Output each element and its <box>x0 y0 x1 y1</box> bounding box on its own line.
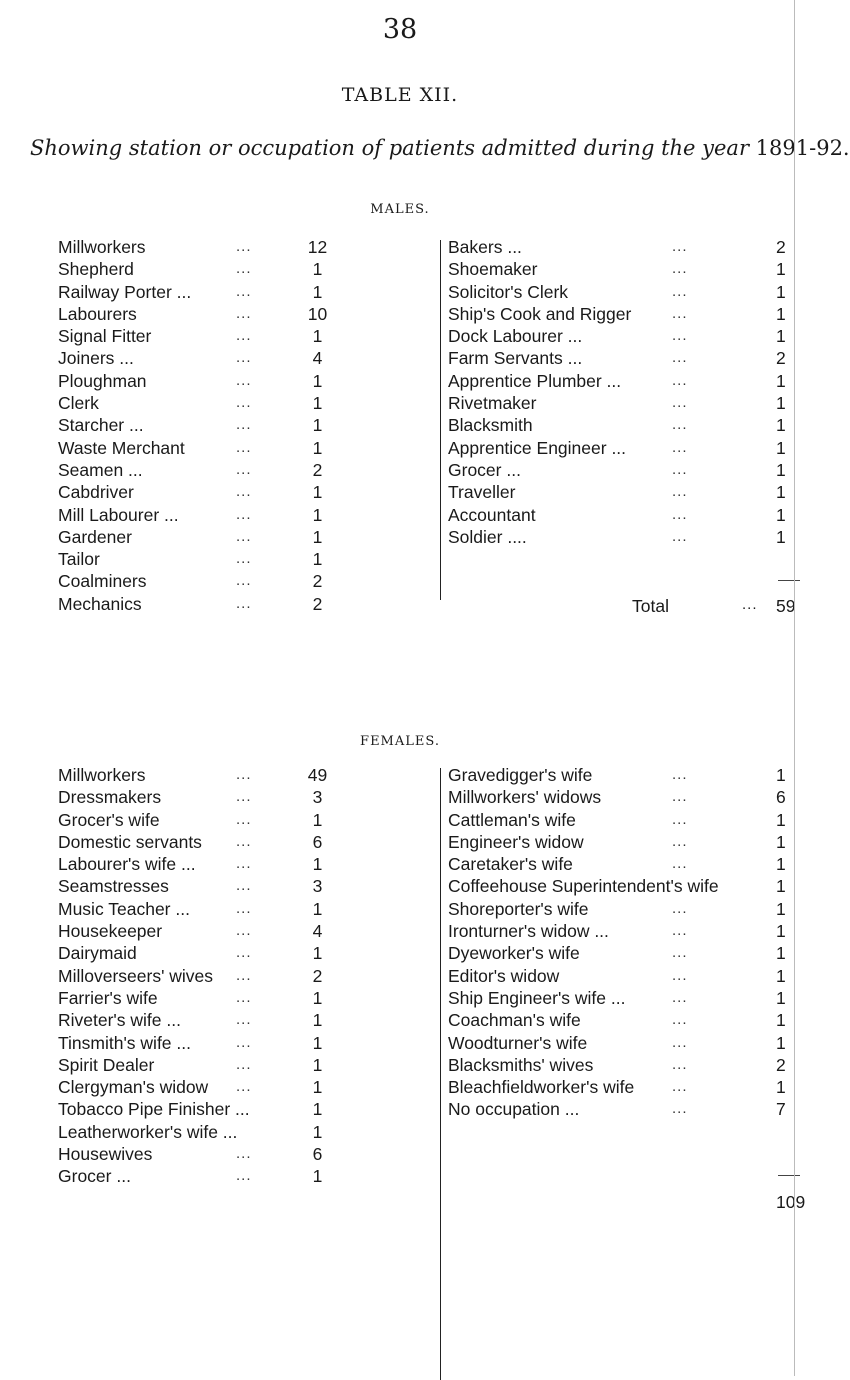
occupation-label: Housewives <box>58 1144 153 1165</box>
occupation-label: Starcher ... <box>58 415 144 436</box>
leader-dots: ... <box>236 788 252 806</box>
occupation-label: Grocer ... <box>58 1166 131 1187</box>
occupation-count: 10 <box>307 303 328 324</box>
occupation-label: Railway Porter ... <box>58 281 192 302</box>
occupation-row <box>58 459 408 481</box>
occupation-row <box>58 526 408 548</box>
occupation-row <box>58 875 408 897</box>
occupation-count: 1 <box>776 965 786 986</box>
occupation-label: Traveller <box>448 482 516 503</box>
occupation-count: 2 <box>312 571 323 592</box>
occupation-label: Joiners ... <box>58 348 134 369</box>
occupation-row <box>58 504 408 526</box>
occupation-label: Dock Labourer ... <box>448 326 583 347</box>
leader-dots: ... <box>236 416 252 434</box>
occupation-row <box>58 1009 408 1031</box>
occupation-count: 1 <box>312 943 323 964</box>
leader-dots: ... <box>672 416 688 434</box>
occupation-count: 1 <box>776 898 786 919</box>
occupation-label: Ship's Cook and Rigger <box>448 303 632 324</box>
occupation-count: 1 <box>776 281 786 302</box>
occupation-label: Spirit Dealer <box>58 1054 155 1075</box>
occupation-label: Blacksmith <box>448 415 533 436</box>
leader-dots: ... <box>672 371 688 389</box>
leader-dots: ... <box>236 766 252 783</box>
leader-dots: ... <box>236 483 252 501</box>
occupation-label: Coffeehouse Superintendent's wife <box>448 876 719 897</box>
occupation-count: 1 <box>312 482 323 503</box>
occupation-label: Coachman's wife <box>448 1010 581 1031</box>
occupation-row <box>448 875 800 897</box>
occupation-row <box>58 437 408 459</box>
occupation-label: Caretaker's wife <box>448 854 573 875</box>
leader-dots: ... <box>236 304 252 322</box>
occupation-count: 1 <box>312 1099 323 1120</box>
occupation-count: 1 <box>312 1077 323 1098</box>
occupation-row <box>58 593 408 615</box>
occupation-count: 1 <box>776 326 786 347</box>
occupation-label: Engineer's widow <box>448 831 584 852</box>
occupation-label: Dressmakers <box>58 787 162 808</box>
occupation-label: Music Teacher ... <box>58 898 190 919</box>
occupation-label: Blacksmiths' wives <box>448 1054 594 1075</box>
occupation-label: No occupation ... <box>448 1099 580 1120</box>
occupation-count: 1 <box>312 504 323 525</box>
males-left-list <box>58 236 408 615</box>
leader-dots: ... <box>672 966 688 984</box>
leader-dots: ... <box>672 282 688 300</box>
occupation-row <box>58 965 408 987</box>
occupation-count: 1 <box>312 854 323 875</box>
leader-dots: ... <box>236 282 252 300</box>
occupation-label: Waste Merchant <box>58 437 185 458</box>
occupation-label: Clerk <box>58 393 99 414</box>
caption-year: 1891-92. <box>755 136 850 160</box>
occupation-label: Farrier's wife <box>58 987 158 1008</box>
occupation-count: 1 <box>776 1077 786 1098</box>
occupation-row <box>448 526 800 548</box>
occupation-count: 1 <box>312 1121 323 1142</box>
leader-dots: ... <box>672 988 688 1006</box>
occupation-label: Woodturner's wife <box>448 1032 588 1053</box>
leader-dots: ... <box>236 1011 252 1029</box>
leader-dots: ... <box>672 810 688 828</box>
occupation-label: Ship Engineer's wife ... <box>448 987 626 1008</box>
occupation-row <box>58 1076 408 1098</box>
occupation-row <box>448 303 800 325</box>
occupation-row <box>448 942 800 964</box>
occupation-count: 1 <box>312 281 323 302</box>
occupation-count: 6 <box>776 787 786 808</box>
occupation-row <box>448 987 800 1009</box>
leader-dots: ... <box>236 855 252 873</box>
occupation-count: 1 <box>776 437 786 458</box>
occupation-label: Dyeworker's wife <box>448 943 580 964</box>
males-heading: MALES. <box>370 202 430 217</box>
occupation-row <box>58 258 408 280</box>
occupation-label: Riveter's wife ... <box>58 1010 181 1031</box>
occupation-label: Tinsmith's wife ... <box>58 1032 191 1053</box>
leader-dots: ... <box>672 349 688 367</box>
leader-dots: ... <box>672 483 688 501</box>
occupation-count: 1 <box>312 415 323 436</box>
males-total-label: Total <box>632 596 669 616</box>
occupation-label: Coalminers <box>58 571 147 592</box>
occupation-label: Cabdriver <box>58 482 134 503</box>
occupation-label: Millworkers <box>58 765 146 785</box>
occupation-row <box>58 942 408 964</box>
leader-dots: ... <box>672 1011 688 1029</box>
occupation-row <box>58 809 408 831</box>
occupation-count: 1 <box>776 393 786 414</box>
occupation-label: Soldier .... <box>448 526 527 547</box>
occupation-label: Shoreporter's wife <box>448 898 589 919</box>
occupation-label: Seamen ... <box>58 459 143 480</box>
occupation-count: 1 <box>312 393 323 414</box>
occupation-count: 1 <box>312 549 323 570</box>
occupation-label: Leatherworker's wife ... <box>58 1121 238 1142</box>
occupation-label: Apprentice Engineer ... <box>448 437 627 458</box>
page-number: 38 <box>382 14 418 45</box>
occupation-count: 49 <box>307 765 328 785</box>
leader-dots: ... <box>236 572 252 590</box>
occupation-count: 3 <box>312 876 323 897</box>
occupation-count: 1 <box>776 370 786 391</box>
occupation-label: Tailor <box>58 549 100 570</box>
occupation-row <box>58 764 408 786</box>
leader-dots: ... <box>236 438 252 456</box>
occupation-row <box>448 831 800 853</box>
females-right-list <box>448 764 800 1121</box>
leader-dots: ... <box>672 394 688 412</box>
occupation-label: Mill Labourer ... <box>58 504 179 525</box>
occupation-count: 1 <box>312 1010 323 1031</box>
occupation-row <box>448 481 800 503</box>
occupation-count: 1 <box>776 765 786 785</box>
occupation-count: 12 <box>307 237 328 257</box>
leader-dots: ... <box>236 1055 252 1073</box>
leader-dots: ... <box>236 394 252 412</box>
leader-dots: ... <box>672 788 688 806</box>
occupation-row <box>448 853 800 875</box>
leader-dots: ... <box>672 766 688 783</box>
occupation-count: 1 <box>776 482 786 503</box>
occupation-row <box>448 414 800 436</box>
occupation-count: 4 <box>312 921 323 942</box>
occupation-row <box>58 987 408 1009</box>
leader-dots: ... <box>672 505 688 523</box>
occupation-row <box>448 370 800 392</box>
occupation-row <box>448 1076 800 1098</box>
occupation-label: Ironturner's widow ... <box>448 921 609 942</box>
males-column-divider <box>440 240 441 600</box>
occupation-label: Grocer ... <box>448 459 521 480</box>
occupation-count: 1 <box>312 326 323 347</box>
occupation-count: 1 <box>312 259 323 280</box>
occupation-label: Accountant <box>448 504 536 525</box>
occupation-row <box>58 786 408 808</box>
occupation-count: 1 <box>312 1054 323 1075</box>
occupation-count: 1 <box>776 504 786 525</box>
occupation-count: 2 <box>312 593 323 614</box>
males-total-count: 59 <box>776 596 796 616</box>
occupation-count: 1 <box>312 809 323 830</box>
leader-dots: ... <box>236 899 252 917</box>
occupation-count: 1 <box>776 1010 786 1031</box>
leader-dots: ... <box>672 1033 688 1051</box>
occupation-row <box>448 809 800 831</box>
occupation-count: 1 <box>312 526 323 547</box>
leader-dots: ... <box>236 1145 252 1163</box>
occupation-count: 2 <box>776 237 786 257</box>
leader-dots: ... <box>236 349 252 367</box>
occupation-row <box>448 504 800 526</box>
occupation-count: 3 <box>312 787 323 808</box>
leader-dots: ... <box>236 460 252 478</box>
leader-dots: ... <box>236 371 252 389</box>
occupation-label: Bleachfieldworker's wife <box>448 1077 635 1098</box>
occupation-row <box>448 786 800 808</box>
occupation-label: Millworkers <box>58 237 146 257</box>
occupation-row <box>58 1121 408 1143</box>
leader-dots: ... <box>672 260 688 278</box>
leader-dots: ... <box>672 922 688 940</box>
occupation-label: Domestic servants <box>58 831 202 852</box>
occupation-count: 1 <box>776 415 786 436</box>
females-total-count: 109 <box>776 1192 806 1212</box>
males-total-row <box>632 596 796 617</box>
occupation-row <box>448 392 800 414</box>
occupation-label: Seamstresses <box>58 876 169 897</box>
leader-dots: ... <box>236 505 252 523</box>
leader-dots: ... <box>672 460 688 478</box>
leader-dots: ... <box>672 855 688 873</box>
occupation-row <box>448 325 800 347</box>
occupation-row <box>58 347 408 369</box>
leader-dots: ... <box>672 438 688 456</box>
occupation-row <box>58 570 408 592</box>
caption-text: Showing station or occupation of patients admitted during the year <box>30 136 749 160</box>
occupation-row <box>58 303 408 325</box>
leader-dots: ... <box>236 966 252 984</box>
leader-dots: ... <box>236 550 252 568</box>
occupation-row <box>58 920 408 942</box>
occupation-count: 1 <box>312 437 323 458</box>
occupation-row <box>448 258 800 280</box>
occupation-label: Clergyman's widow <box>58 1077 209 1098</box>
leader-dots: ... <box>236 810 252 828</box>
occupation-count: 1 <box>776 854 786 875</box>
occupation-count: 1 <box>312 370 323 391</box>
occupation-count: 1 <box>776 259 786 280</box>
occupation-count: 1 <box>776 1032 786 1053</box>
occupation-label: Gardener <box>58 526 132 547</box>
occupation-count: 2 <box>776 348 786 369</box>
occupation-row <box>58 392 408 414</box>
occupation-row <box>448 1009 800 1031</box>
occupation-count: 1 <box>776 303 786 324</box>
occupation-label: Labourers <box>58 303 137 324</box>
occupation-row <box>448 1054 800 1076</box>
occupation-count: 1 <box>776 831 786 852</box>
leader-dots: ... <box>236 988 252 1006</box>
occupation-row <box>58 236 408 258</box>
leader-dots: ... <box>236 238 252 255</box>
occupation-row <box>58 414 408 436</box>
occupation-count: 1 <box>312 987 323 1008</box>
occupation-label: Bakers ... <box>448 237 522 257</box>
leader-dots: ... <box>236 922 252 940</box>
occupation-count: 1 <box>312 898 323 919</box>
occupation-count: 1 <box>312 1166 323 1187</box>
occupation-label: Solicitor's Clerk <box>448 281 569 302</box>
occupation-count: 1 <box>776 809 786 830</box>
leader-dots: ... <box>672 1100 688 1118</box>
occupation-row <box>58 1098 408 1120</box>
leader-dots: ... <box>236 1078 252 1096</box>
males-right-list <box>448 236 800 548</box>
occupation-count: 1 <box>776 921 786 942</box>
leader-dots: ... <box>672 1078 688 1096</box>
males-total-rule <box>778 580 800 581</box>
leader-dots: ... <box>672 304 688 322</box>
occupation-label: Housekeeper <box>58 921 163 942</box>
occupation-label: Farm Servants ... <box>448 348 583 369</box>
leader-dots: ... <box>236 260 252 278</box>
table-caption <box>30 136 850 160</box>
leader-dots: ... <box>236 1033 252 1051</box>
occupation-count: 2 <box>312 965 323 986</box>
leader-dots: ... <box>672 1055 688 1073</box>
occupation-label: Tobacco Pipe Finisher ... <box>58 1099 250 1120</box>
leader-dots: ... <box>236 594 252 612</box>
leader-dots: ... <box>672 899 688 917</box>
occupation-row <box>58 481 408 503</box>
females-heading: FEMALES. <box>360 734 440 749</box>
occupation-count: 1 <box>776 876 786 897</box>
leader-dots: ... <box>672 944 688 962</box>
occupation-row <box>448 236 800 258</box>
occupation-row <box>448 459 800 481</box>
occupation-row <box>448 437 800 459</box>
leader-dots: ... <box>672 527 688 545</box>
leader-dots: ... <box>236 944 252 962</box>
leader-dots: ... <box>672 238 688 255</box>
leader-dots: ... <box>236 1167 252 1185</box>
occupation-label: Mechanics <box>58 593 142 614</box>
leader-dots: ... <box>236 327 252 345</box>
occupation-count: 2 <box>776 1054 786 1075</box>
occupation-count: 6 <box>312 831 323 852</box>
occupation-label: Shoemaker <box>448 259 538 280</box>
occupation-row <box>58 831 408 853</box>
occupation-count: 1 <box>776 526 786 547</box>
occupation-row <box>58 281 408 303</box>
occupation-label: Millworkers' widows <box>448 787 602 808</box>
page-edge-line <box>794 0 795 1376</box>
females-column-divider <box>440 768 441 1380</box>
occupation-count: 1 <box>776 943 786 964</box>
occupation-label: Gravedigger's wife <box>448 765 593 785</box>
occupation-row <box>448 281 800 303</box>
occupation-row <box>448 1032 800 1054</box>
occupation-row <box>58 1165 408 1187</box>
leader-dots: ... <box>236 527 252 545</box>
occupation-row <box>448 965 800 987</box>
occupation-row <box>58 1143 408 1165</box>
occupation-label: Shepherd <box>58 259 134 280</box>
leader-dots: ... <box>236 877 252 895</box>
occupation-row <box>58 1054 408 1076</box>
occupation-count: 6 <box>312 1144 323 1165</box>
table-title: TABLE XII. <box>341 84 459 106</box>
occupation-label: Ploughman <box>58 370 147 391</box>
occupation-row <box>58 370 408 392</box>
occupation-label: Grocer's wife <box>58 809 160 830</box>
occupation-label: Apprentice Plumber ... <box>448 370 622 391</box>
occupation-label: Dairymaid <box>58 943 137 964</box>
occupation-count: 1 <box>776 459 786 480</box>
occupation-row <box>58 898 408 920</box>
occupation-label: Cattleman's wife <box>448 809 576 830</box>
occupation-row <box>448 920 800 942</box>
occupation-row <box>58 325 408 347</box>
occupation-row <box>448 898 800 920</box>
occupation-row <box>58 1032 408 1054</box>
occupation-row <box>448 347 800 369</box>
occupation-label: Rivetmaker <box>448 393 537 414</box>
leader-dots: ... <box>672 832 688 850</box>
occupation-label: Labourer's wife ... <box>58 854 196 875</box>
females-total-row <box>776 1192 805 1213</box>
occupation-label: Editor's widow <box>448 965 560 986</box>
occupation-row <box>58 548 408 570</box>
leader-dots: ... <box>672 327 688 345</box>
occupation-count: 1 <box>312 1032 323 1053</box>
occupation-label: Signal Fitter <box>58 326 152 347</box>
occupation-count: 7 <box>776 1099 786 1120</box>
females-total-rule <box>778 1175 800 1176</box>
occupation-count: 1 <box>776 987 786 1008</box>
occupation-row <box>58 853 408 875</box>
males-total-leader: ... <box>742 596 758 613</box>
occupation-label: Milloverseers' wives <box>58 965 214 986</box>
occupation-row <box>448 1098 800 1120</box>
occupation-count: 2 <box>312 459 323 480</box>
occupation-count: 4 <box>312 348 323 369</box>
occupation-row <box>448 764 800 786</box>
females-left-list <box>58 764 408 1188</box>
leader-dots: ... <box>236 832 252 850</box>
